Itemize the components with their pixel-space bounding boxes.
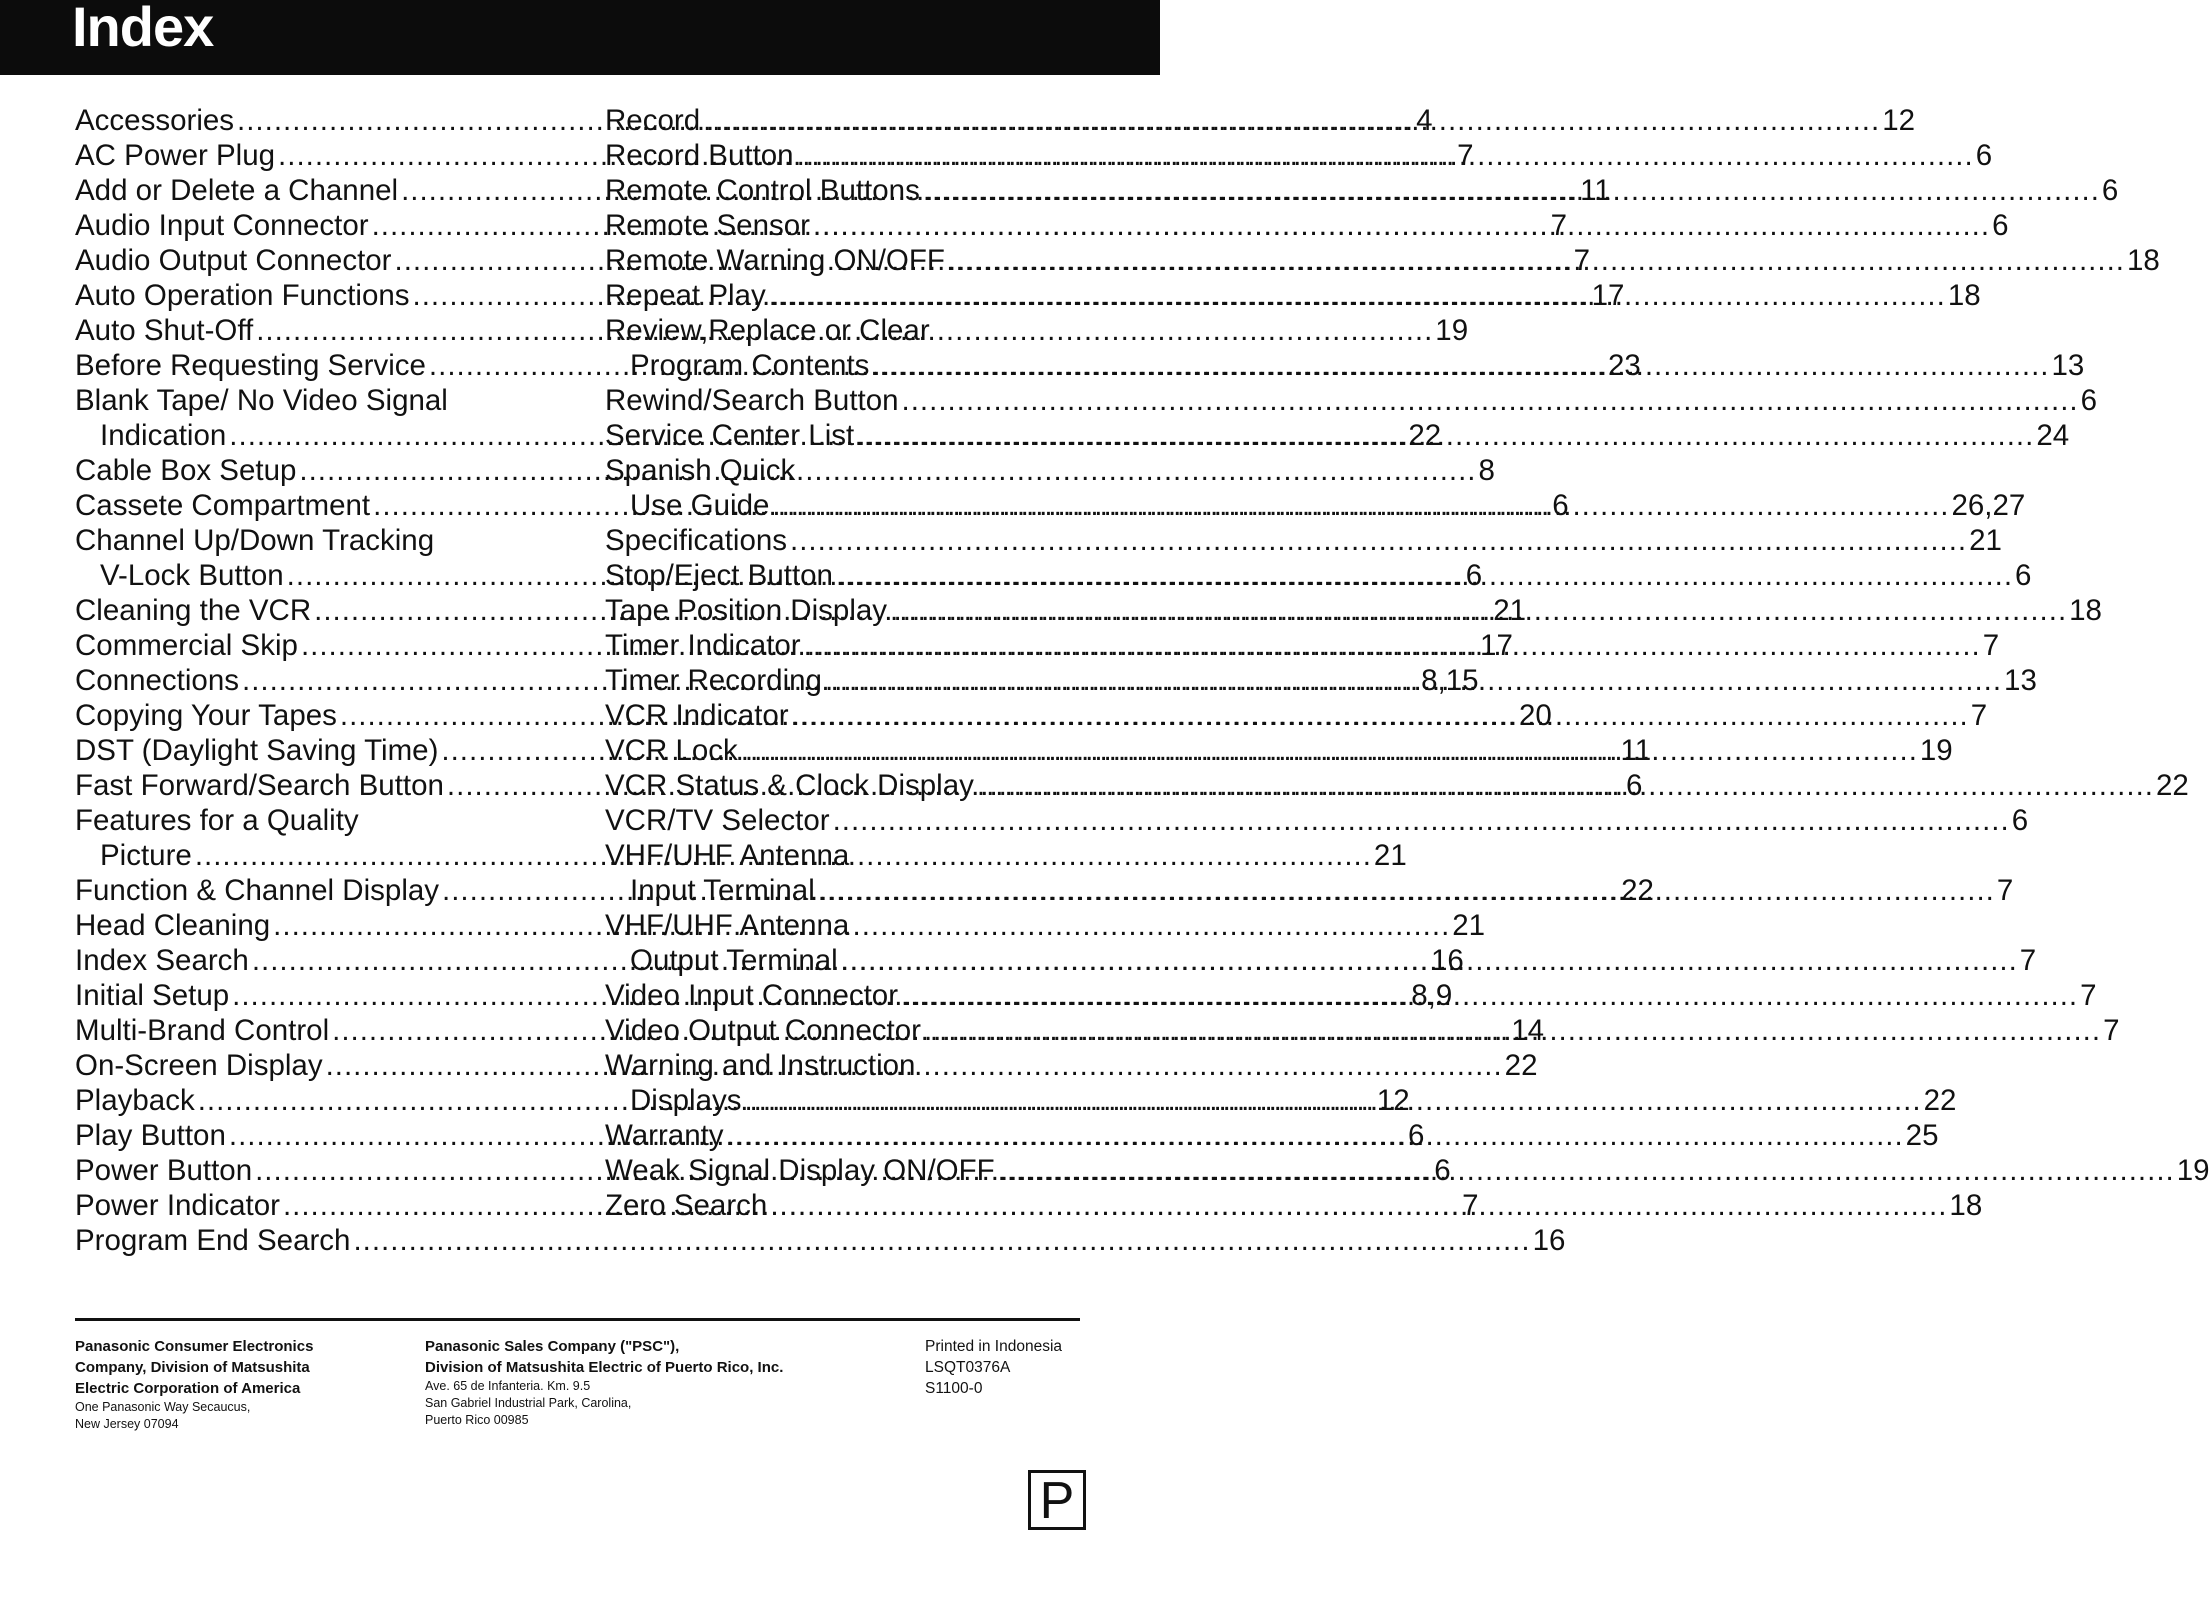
index-term: Commercial Skip [75,629,298,662]
index-entry [605,103,1916,138]
index-entry [605,558,2032,593]
index-page-number: 8,9 [1411,979,1453,1012]
company-address-line: Ave. 65 de Infanteria. Km. 9.5 [425,1379,591,1393]
index-term: Before Requesting Service [75,349,426,382]
dot-leader [804,628,1981,663]
index-page-number: 11 [1580,174,1611,207]
index-page-number: 22 [1504,1049,1538,1082]
printed-in-text: Printed in Indonesia [925,1338,1063,1355]
index-page-number: 19 [2176,1154,2210,1187]
index-term: Accessories [75,104,235,137]
index-page-number: 6 [1975,139,1993,172]
index-term: Timer Recording [605,664,822,697]
index-term: Power Indicator [75,1189,280,1222]
index-term: Warning and Instruction [605,1049,916,1082]
index-term: Program End Search [75,1224,351,1257]
dot-leader [902,383,2079,418]
index-entry [605,803,2029,838]
index-page-number: 24 [2036,419,2070,452]
index-page-number: 22 [1621,874,1654,907]
index-page-number: 6 [2015,559,2032,592]
dot-leader [924,1013,2101,1048]
dot-leader [998,1153,2175,1188]
index-term: Service Center List [605,419,855,452]
footer-company-puerto-rico [425,1336,895,1429]
index-term: V-Lock Button [100,559,284,592]
index-page-number: 21 [1969,524,2002,557]
index-term: VCR Indicator [605,699,789,732]
dot-leader [901,978,2078,1013]
index-page-number: 6 [1992,209,2009,242]
index-page-number: 13 [2004,664,2037,697]
company-address-line: San Gabriel Industrial Park, Carolina, [425,1396,632,1410]
index-term: VHF/UHF Antenna [605,839,850,872]
index-page-number: 21 [1493,594,1527,627]
index-page-number: 8 [1478,454,1495,487]
index-entry [605,488,2026,523]
index-page-number: 6 [2101,174,2119,207]
index-term: Displays [630,1084,742,1117]
dot-leader [836,558,2013,593]
index-term: Rewind/Search Button [605,384,899,417]
index-page-number: 18 [1949,1189,1983,1222]
index-page-number: 16 [1430,944,1464,977]
index-page-number: 7 [1462,1189,1479,1222]
index-page-number: 7 [1996,874,2014,907]
dot-leader [770,1188,1947,1223]
dot-leader [977,768,2154,803]
index-entry [75,383,551,418]
index-entry [605,1118,1939,1153]
dot-leader [818,873,1995,908]
index-page-number: 26,27 [1951,489,2026,522]
index-page-number: 22 [1408,419,1442,452]
index-entry [605,1048,1080,1083]
index-term: Stop/Eject Button [605,559,833,592]
index-page-number: 7 [1573,244,1591,277]
index-term: Specifications [605,524,788,557]
index-entry [605,768,2189,803]
index-page-number: 7 [2019,944,2037,977]
index-entry [75,1223,1566,1258]
index-entry [75,803,551,838]
index-term: Record [605,104,701,137]
index-term: Weak Signal Display ON/OFF [605,1154,995,1187]
dot-leader [790,523,1967,558]
index-page-number: 21 [1452,909,1486,942]
index-page-number: 7 [2103,1014,2120,1047]
dot-leader [872,348,2049,383]
index-entry [605,1153,2210,1188]
index-term: Picture [100,839,192,872]
index-term: Remote Warning ON/OFF [605,244,945,277]
company-name-line: Panasonic Sales Company ("PSC"), [425,1338,680,1355]
index-term: Record Button [605,139,794,172]
index-page-number: 7 [2080,979,2097,1012]
index-term: Add or Delete a Channel [75,174,399,207]
index-page-number: 16 [1532,1224,1566,1257]
index-term: VCR/TV Selector [605,804,830,837]
index-term: On-Screen Display [75,1049,323,1082]
index-term: Multi-Brand Control [75,1014,330,1047]
dot-leader [948,243,2125,278]
index-term: Playback [75,1084,195,1117]
dot-leader [741,733,1918,768]
index-term: Copying Your Tapes [75,699,337,732]
index-page-number: 18 [2126,244,2160,277]
index-entry [605,208,2009,243]
dot-leader [923,173,2100,208]
index-page-number: 7 [1550,209,1568,242]
index-term: VCR Lock [605,734,738,767]
company-name-line: Company, Division of Matsushita [75,1359,310,1376]
index-page-number: 6 [1626,769,1643,802]
index-term: Channel Up/Down Tracking [75,524,435,557]
index-term: Zero Search [605,1189,768,1222]
index-page-number: 8,15 [1421,664,1479,697]
index-term: Play Button [75,1119,226,1152]
index-term: Remote Sensor [605,209,810,242]
index-term: Auto Operation Functions [75,279,410,312]
index-term: Video Output Connector [605,1014,921,1047]
index-page-number: 22 [2155,769,2189,802]
index-term: Connections [75,664,239,697]
dot-leader [797,138,1974,173]
index-entry [75,523,551,558]
index-page-number: 19 [1435,314,1469,347]
index-page-number: 17 [1480,629,1513,662]
index-term: Cassete Compartment [75,489,371,522]
index-page-number: 6 [1465,559,1483,592]
dot-leader [769,278,1946,313]
index-term: Program Contents [630,349,870,382]
index-page-number: 22 [1923,1084,1957,1117]
dot-leader [792,698,1969,733]
revision-code: S1100-0 [925,1380,983,1397]
index-page-number: 12 [1882,104,1916,137]
index-page-number: 18 [2069,594,2102,627]
index-page-number: 12 [1376,1084,1410,1117]
index-page-number: 6 [1407,1119,1425,1152]
index-page-number: 21 [1373,839,1407,872]
dot-leader [703,103,1880,138]
index-entry [605,908,1080,943]
index-term: Fast Forward/Search Button [75,769,444,802]
index-term: Initial Setup [75,979,230,1012]
index-page-number: 6 [1552,489,1569,522]
index-term: Review,Replace or Clear [605,314,930,347]
footer-print-info [925,1336,1085,1399]
index-page-number: 25 [1905,1119,1939,1152]
footer-company-america [75,1336,385,1433]
index-page-number: 13 [2051,349,2085,382]
index-term: Tape Position Display [605,594,888,627]
index-page-number: 23 [1608,349,1641,382]
dot-leader [744,1083,1921,1118]
index-page-number: 6 [2080,384,2098,417]
dot-leader [825,663,2002,698]
index-term: Use Guide [630,489,770,522]
company-name-line: Division of Matsushita Electric of Puerto Rico, Inc. [425,1359,784,1376]
index-entry [605,838,1080,873]
index-entry [605,523,2002,558]
index-page-number: 17 [1591,279,1625,312]
index-term: Audio Input Connector [75,209,369,242]
index-page-number: 19 [1919,734,1953,767]
index-term: Features for a Quality [75,804,359,837]
index-entry [605,138,1993,173]
index-term: Cleaning the VCR [75,594,312,627]
index-term: Spanish Quick [605,454,796,487]
index-page-number: 18 [1947,279,1981,312]
company-name-line: Panasonic Consumer Electronics [75,1338,314,1355]
company-name-line: Electric Corporation of America [75,1380,301,1397]
index-term: Input Terminal [630,874,815,907]
index-term: Output Terminal [630,944,838,977]
index-entry [605,1188,1983,1223]
index-entry [605,453,1080,488]
p-mark-box: P [1028,1470,1086,1530]
index-page-number: 7 [1982,629,2000,662]
index-page-number: 6 [2011,804,2029,837]
index-page-number: 14 [1511,1014,1545,1047]
company-address-line: New Jersey 07094 [75,1417,179,1431]
index-page-number: 7 [1970,699,1988,732]
dot-leader [890,593,2067,628]
index-term: Warranty [605,1119,724,1152]
index-term: Blank Tape/ No Video Signal [75,384,448,417]
index-term: Index Search [75,944,249,977]
dot-leader [353,1223,1530,1258]
index-term: Indication [100,419,227,452]
index-term: DST (Daylight Saving Time) [75,734,439,767]
company-address-line: Puerto Rico 00985 [425,1413,529,1427]
index-term: Video Input Connector [605,979,899,1012]
index-term: Cable Box Setup [75,454,297,487]
index-term: Audio Output Connector [75,244,392,277]
index-term: VHF/UHF Antenna [605,909,850,942]
header-bar [0,0,1160,75]
index-page-number: 11 [1620,734,1652,767]
index-page-number: 20 [1518,699,1552,732]
index-page-number: 6 [1434,1154,1451,1187]
dot-leader [772,488,1949,523]
document-code: LSQT0376A [925,1359,1011,1376]
index-term: Timer Indicator [605,629,801,662]
dot-leader [727,1118,1904,1153]
dot-leader [813,208,1990,243]
index-entry [605,313,1080,348]
index-term: VCR Status & Clock Display [605,769,974,802]
dot-leader [857,418,2034,453]
index-term: AC Power Plug [75,139,276,172]
index-term: Remote Control Buttons [605,174,920,207]
index-term: Auto Shut-Off [75,314,254,347]
index-term: Function & Channel Display [75,874,440,907]
index-entry [605,383,2098,418]
index-term: Head Cleaning [75,909,271,942]
page-title: Index [72,0,214,58]
index-page-number: 4 [1416,104,1433,137]
footer-divider [75,1318,1080,1321]
company-address-line: One Panasonic Way Secaucus, [75,1400,251,1414]
dot-leader [841,943,2018,978]
dot-leader [833,803,2010,838]
index-term: Repeat Play [605,279,766,312]
index-entry [605,243,2160,278]
index-page-number: 7 [1457,139,1474,172]
index-term: Power Button [75,1154,253,1187]
